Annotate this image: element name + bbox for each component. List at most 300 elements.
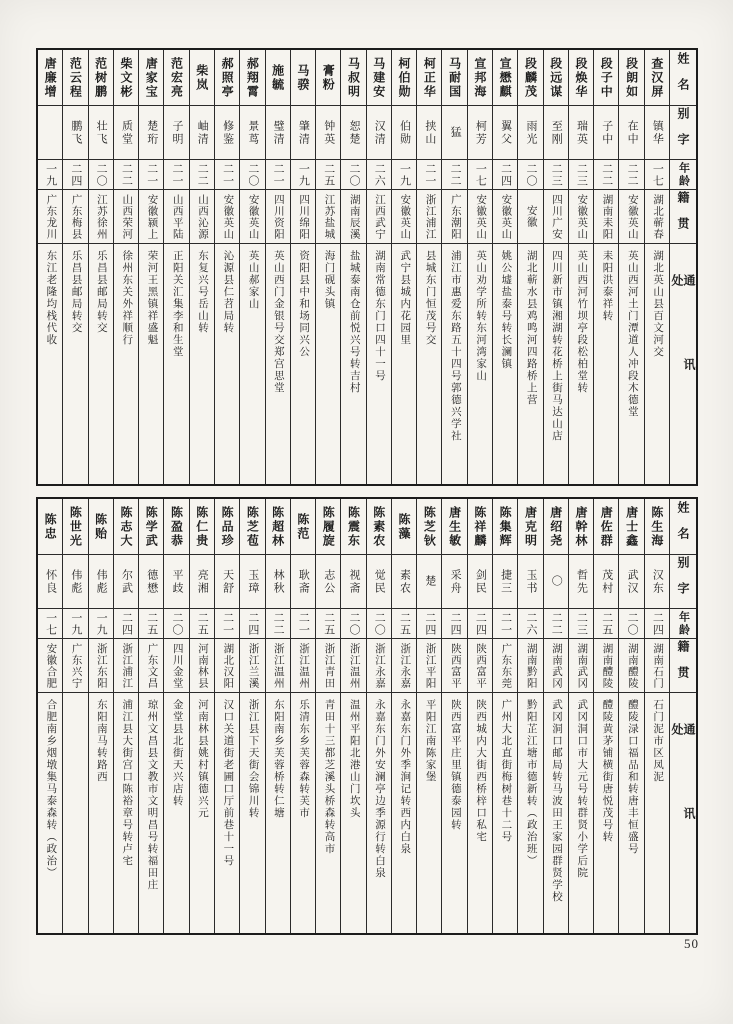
name-cell: 段远谋	[544, 50, 568, 106]
native-place-cell: 江苏盐城	[316, 190, 340, 244]
entry-column	[265, 499, 290, 933]
courtesy-name-cell: 恕楚	[341, 106, 365, 160]
address-cell: 东江老隆均栈代收	[45, 250, 57, 346]
entry-column	[517, 50, 542, 484]
courtesy-name-cell: 玉璋	[240, 555, 264, 609]
address-cell: 英山西河土门潭道人冲段木德堂	[626, 250, 638, 418]
address-cell: 温州平阳北港山门坎头	[348, 699, 360, 819]
entry-column	[543, 499, 568, 933]
entry-column	[38, 50, 62, 484]
address-cell: 县城东门恒茂号交	[424, 250, 436, 346]
name-cell: 陈履旋	[316, 499, 340, 555]
entry-column	[492, 50, 517, 484]
courtesy-name-cell: 修鉴	[215, 106, 239, 160]
age-cell: 一九	[291, 160, 315, 190]
courtesy-name-cell: 镇华	[645, 106, 669, 160]
name-cell: 柯伯勋	[392, 50, 416, 106]
courtesy-name-cell: 汉清	[367, 106, 391, 160]
address-cell: 乐昌县邮局转交	[95, 250, 107, 334]
name-cell: 查汉屏	[645, 50, 669, 106]
age-cell: 二四	[493, 160, 517, 190]
entry-column	[467, 50, 492, 484]
entry-column	[644, 50, 669, 484]
age-cell: 二五	[594, 609, 618, 639]
address-cell: 浙江县下天街会锦川转	[247, 699, 259, 819]
entry-column	[644, 499, 669, 933]
age-cell: 二四	[468, 609, 492, 639]
name-cell: 马耐国	[442, 50, 466, 106]
name-cell: 唐幹林	[569, 499, 593, 555]
courtesy-name-cell: 楚	[417, 555, 441, 609]
entry-column	[214, 50, 239, 484]
entry-column	[88, 50, 113, 484]
name-cell: 郝翔霄	[240, 50, 264, 106]
age-cell: 一七	[468, 160, 492, 190]
age-cell: 二四	[114, 609, 138, 639]
name-cell: 马骙	[291, 50, 315, 106]
native-place-cell: 安徽英山	[569, 190, 593, 244]
courtesy-name-cell: 子中	[594, 106, 618, 160]
courtesy-name-cell: 汉东	[645, 555, 669, 609]
address-cell: 东阳南乡芙蓉桥转仁塘	[272, 699, 284, 819]
directory-table-top	[36, 48, 698, 486]
age-cell: 二〇	[619, 609, 643, 639]
native-place-cell: 广东龙川	[38, 190, 62, 244]
courtesy-name-cell: 至刚	[544, 106, 568, 160]
age-cell: 二四	[63, 160, 87, 190]
native-place-cell: 四川资阳	[266, 190, 290, 244]
name-cell: 唐克明	[518, 499, 542, 555]
native-place-cell: 湖南耒阳	[594, 190, 618, 244]
native-place-cell: 湖北蕲春	[645, 190, 669, 244]
address-cell: 永嘉东门外安澜亭边季源行转白泉	[374, 699, 386, 879]
age-cell: 一九	[392, 160, 416, 190]
courtesy-name-cell: 志公	[316, 555, 340, 609]
name-cell: 唐廉增	[38, 50, 62, 106]
courtesy-name-cell: 鹏飞	[63, 106, 87, 160]
native-place-cell: 湖南醴陵	[619, 639, 643, 693]
age-cell: 二〇	[164, 609, 188, 639]
courtesy-name-cell: 觉民	[367, 555, 391, 609]
address-cell: 乐昌县邮局转交	[70, 250, 82, 334]
name-cell: 柴文彬	[114, 50, 138, 106]
courtesy-name-cell: 挟山	[417, 106, 441, 160]
name-cell: 郝照亭	[215, 50, 239, 106]
age-cell: 二〇	[89, 160, 113, 190]
address-cell: 金堂县北街天兴店转	[171, 699, 183, 807]
age-cell: 二一	[215, 160, 239, 190]
name-cell: 陈素农	[367, 499, 391, 555]
name-cell: 陈芝钬	[417, 499, 441, 555]
age-cell: 一九	[38, 160, 62, 190]
age-cell: 二〇	[341, 160, 365, 190]
address-cell: 姚公墟盐泰号转长澜镇	[500, 250, 512, 370]
entry-column	[441, 50, 466, 484]
address-cell: 资阳县中和场同兴公	[298, 250, 310, 358]
header-courtesy-name-label: 别字	[670, 555, 696, 609]
header-column	[669, 499, 696, 933]
native-place-cell: 湖北汉阳	[215, 639, 239, 693]
age-cell: 二四	[442, 609, 466, 639]
entry-column	[163, 499, 188, 933]
age-cell: 二三	[569, 609, 593, 639]
name-cell: 陈藻	[392, 499, 416, 555]
name-cell: 马建安	[367, 50, 391, 106]
age-cell: 二一	[291, 609, 315, 639]
courtesy-name-cell: 肇清	[291, 106, 315, 160]
entry-column	[62, 50, 87, 484]
header-native-place-label: 籍贯	[670, 639, 696, 693]
native-place-cell: 安徽英山	[240, 190, 264, 244]
age-cell: 二〇	[341, 609, 365, 639]
address-cell: 永嘉东门外季涧记转西内白泉	[399, 699, 411, 855]
entry-column	[391, 50, 416, 484]
native-place-cell: 湖南石门	[645, 639, 669, 693]
address-cell: 陕西城内大街西桥梓口私宅	[475, 699, 487, 843]
age-cell: 二四	[240, 609, 264, 639]
name-cell: 段朗如	[619, 50, 643, 106]
courtesy-name-cell: 林秋	[266, 555, 290, 609]
native-place-cell: 安徽英山	[215, 190, 239, 244]
entry-column	[543, 50, 568, 484]
age-cell: 二〇	[240, 160, 264, 190]
courtesy-name-cell: 哲先	[569, 555, 593, 609]
entry-column	[492, 499, 517, 933]
name-cell: 唐家宝	[139, 50, 163, 106]
age-cell: 二五	[316, 160, 340, 190]
courtesy-name-cell: 楚珩	[139, 106, 163, 160]
name-cell: 陈盈恭	[164, 499, 188, 555]
address-cell: 四川新市镇湘湖转花桥上街马达山店	[550, 250, 562, 442]
address-cell: 英山西河竹坝亭段松柏堂转	[576, 250, 588, 394]
age-cell: 二五	[190, 609, 214, 639]
native-place-cell: 湖南武冈	[569, 639, 593, 693]
native-place-cell: 山西荣河	[114, 190, 138, 244]
entry-column	[340, 499, 365, 933]
courtesy-name-cell: 茂村	[594, 555, 618, 609]
name-cell: 施毓	[266, 50, 290, 106]
entry-column	[366, 499, 391, 933]
age-cell: 一七	[38, 609, 62, 639]
native-place-cell: 浙江温州	[291, 639, 315, 693]
name-cell: 陈范	[291, 499, 315, 555]
name-cell: 范树鹏	[89, 50, 113, 106]
address-cell: 湖北英山县百文河交	[652, 250, 664, 358]
native-place-cell: 浙江青田	[316, 639, 340, 693]
age-cell: 二五	[316, 609, 340, 639]
native-place-cell: 四川金堂	[164, 639, 188, 693]
entry-column	[315, 50, 340, 484]
address-cell: 正阳关汇集李和生堂	[171, 250, 183, 358]
entry-column	[239, 50, 264, 484]
courtesy-name-cell: 素农	[392, 555, 416, 609]
entry-column	[38, 499, 62, 933]
address-cell: 湖南常德东门口四十一号	[374, 250, 386, 382]
age-cell: 二一	[215, 609, 239, 639]
name-cell: 段焕华	[569, 50, 593, 106]
header-column	[669, 50, 696, 484]
entry-column	[113, 499, 138, 933]
entry-column	[568, 499, 593, 933]
courtesy-name-cell: 伟彪	[89, 555, 113, 609]
name-cell: 柴岚	[190, 50, 214, 106]
age-cell: 二一	[417, 160, 441, 190]
name-cell: 陈学武	[139, 499, 163, 555]
entry-column	[340, 50, 365, 484]
native-place-cell: 浙江兰溪	[240, 639, 264, 693]
age-cell: 二三	[569, 160, 593, 190]
age-cell: 二二	[594, 160, 618, 190]
native-place-cell: 安徽英山	[392, 190, 416, 244]
courtesy-name-cell: 景茑	[240, 106, 264, 160]
courtesy-name-cell: 瑞英	[569, 106, 593, 160]
address-cell: 武宁县城内花园里	[399, 250, 411, 346]
name-cell: 陈芝苞	[240, 499, 264, 555]
age-cell: 二四	[645, 609, 669, 639]
age-cell: 二六	[518, 609, 542, 639]
native-place-cell: 湖南武冈	[544, 639, 568, 693]
entry-column	[618, 499, 643, 933]
courtesy-name-cell: 壮飞	[89, 106, 113, 160]
address-cell: 徐州东关外祥顺行	[121, 250, 133, 346]
address-cell: 汉口关道街老圃口厅前巷十一号	[222, 699, 234, 867]
address-cell: 浦江县大街宫口陈裕章号转卢宅	[121, 699, 133, 867]
native-place-cell: 广东梅县	[63, 190, 87, 244]
native-place-cell: 四川广安	[544, 190, 568, 244]
courtesy-name-cell: 钟英	[316, 106, 340, 160]
native-place-cell: 安徽英山	[468, 190, 492, 244]
native-place-cell: 河南林县	[190, 639, 214, 693]
age-cell: 二二	[544, 609, 568, 639]
header-address-label: 通讯处	[670, 274, 696, 442]
name-cell: 陈超林	[266, 499, 290, 555]
native-place-cell: 湖南醴陵	[594, 639, 618, 693]
courtesy-name-cell: 翼父	[493, 106, 517, 160]
name-cell: 段子中	[594, 50, 618, 106]
age-cell: 一七	[645, 160, 669, 190]
age-cell: 二五	[392, 609, 416, 639]
courtesy-name-cell: 尔武	[114, 555, 138, 609]
entry-column	[391, 499, 416, 933]
name-cell: 陈生海	[645, 499, 669, 555]
address-cell: 青田十三都芝溪头桥森转高市	[323, 699, 335, 855]
address-cell: 湖北蕲水县鸡鸣河四路桥上营	[525, 250, 537, 406]
address-cell: 武冈洞口邮局转马波田王家园群贤学校	[550, 699, 562, 903]
address-cell: 英山劝学所转东河湾家山	[475, 250, 487, 382]
name-cell: 陈品珍	[215, 499, 239, 555]
header-age-label: 年龄	[670, 160, 696, 190]
courtesy-name-cell: 采舟	[442, 555, 466, 609]
native-place-cell: 浙江永嘉	[392, 639, 416, 693]
native-place-cell: 广东东莞	[493, 639, 517, 693]
native-place-cell: 江西武宁	[367, 190, 391, 244]
native-place-cell: 安徽	[518, 190, 542, 244]
courtesy-name-cell: 璧清	[266, 106, 290, 160]
entry-column	[568, 50, 593, 484]
entry-column	[113, 50, 138, 484]
entry-column	[290, 499, 315, 933]
address-cell: 黔阳芷江塘市德新转（政治班）	[525, 699, 537, 867]
entry-column	[88, 499, 113, 933]
native-place-cell: 广东兴宁	[63, 639, 87, 693]
name-cell: 马叔明	[341, 50, 365, 106]
courtesy-name-cell: 天舒	[215, 555, 239, 609]
native-place-cell: 湖南黔阳	[518, 639, 542, 693]
name-cell: 陈祥麟	[468, 499, 492, 555]
entry-column	[189, 499, 214, 933]
courtesy-name-cell: 武汉	[619, 555, 643, 609]
header-address-label: 通讯处	[670, 723, 696, 891]
entry-column	[239, 499, 264, 933]
age-cell: 二〇	[518, 160, 542, 190]
entry-column	[189, 50, 214, 484]
header-name-label: 姓名	[670, 50, 696, 106]
age-cell: 二二	[266, 609, 290, 639]
native-place-cell: 江苏徐州	[89, 190, 113, 244]
entry-column	[138, 499, 163, 933]
address-cell: 醴陵渌口福品和转唐丰恒盛号	[626, 699, 638, 855]
age-cell: 二二	[114, 160, 138, 190]
header-name-label: 姓名	[670, 499, 696, 555]
native-place-cell: 陕西富平	[442, 639, 466, 693]
age-cell: 二一	[266, 160, 290, 190]
address-cell: 盐城泰南仓前悦兴号转吉村	[348, 250, 360, 394]
courtesy-name-cell: 猛	[442, 106, 466, 160]
courtesy-name-cell	[38, 106, 62, 160]
entry-column	[138, 50, 163, 484]
address-cell: 沁源县仁苕局转	[222, 250, 234, 334]
native-place-cell: 山西平陆	[164, 190, 188, 244]
native-place-cell: 湖南辰溪	[341, 190, 365, 244]
native-place-cell: 浙江永嘉	[367, 639, 391, 693]
entry-column	[416, 499, 441, 933]
address-cell: 广州大北直街梅树巷十二号	[500, 699, 512, 843]
address-cell: 海门砚头镇	[323, 250, 335, 310]
courtesy-name-cell: 亮湘	[190, 555, 214, 609]
name-cell: 唐士鑫	[619, 499, 643, 555]
native-place-cell: 浙江浦江	[417, 190, 441, 244]
entry-column	[265, 50, 290, 484]
address-cell: 平阳江南陈家堡	[424, 699, 436, 783]
entry-column	[290, 50, 315, 484]
directory-table-bottom	[36, 497, 698, 935]
address-cell: 石门泥市区凤泥	[652, 699, 664, 783]
courtesy-name-cell: 柯芳	[468, 106, 492, 160]
native-place-cell: 浙江温州	[266, 639, 290, 693]
entry-column	[593, 50, 618, 484]
name-cell: 陈集辉	[493, 499, 517, 555]
age-cell: 一九	[89, 609, 113, 639]
native-place-cell: 四川绵阳	[291, 190, 315, 244]
native-place-cell: 广东文昌	[139, 639, 163, 693]
address-cell: 浦江市惠爱东路五十四号郭德兴学社	[449, 250, 461, 442]
courtesy-name-cell: 怀良	[38, 555, 62, 609]
courtesy-name-cell: 视斋	[341, 555, 365, 609]
age-cell: 一九	[63, 609, 87, 639]
address-cell: 醴陵黄茅铺横街唐悦茂号转	[601, 699, 613, 843]
age-cell: 二五	[139, 609, 163, 639]
name-cell: 陈仁贵	[190, 499, 214, 555]
courtesy-name-cell: 雨光	[518, 106, 542, 160]
entry-column	[366, 50, 391, 484]
address-cell: 英山郝家山	[247, 250, 259, 310]
header-age-label: 年龄	[670, 609, 696, 639]
name-cell: 范宏亮	[164, 50, 188, 106]
entry-column	[163, 50, 188, 484]
native-place-cell: 山西沁源	[190, 190, 214, 244]
native-place-cell: 浙江平阳	[417, 639, 441, 693]
courtesy-name-cell: 玉书	[518, 555, 542, 609]
entry-column	[315, 499, 340, 933]
name-cell: 陈志大	[114, 499, 138, 555]
age-cell: 二二	[190, 160, 214, 190]
courtesy-name-cell: 伯勋	[392, 106, 416, 160]
address-cell: 英山西门金银号交郑宫思堂	[272, 250, 284, 394]
native-place-cell: 安徽英山	[619, 190, 643, 244]
name-cell: 膏粉	[316, 50, 340, 106]
address-cell: 河南林县姚村镇德兴元	[197, 699, 209, 819]
address-cell: 东复兴号岳山转	[197, 250, 209, 334]
address-cell: 合肥南乡烟墩集马泰森转（政治）	[45, 699, 57, 879]
native-place-cell: 浙江东阳	[89, 639, 113, 693]
name-cell: 唐生敏	[442, 499, 466, 555]
age-cell: 二三	[544, 160, 568, 190]
name-cell: 宣懋麒	[493, 50, 517, 106]
courtesy-name-cell: 伟彪	[63, 555, 87, 609]
age-cell: 二〇	[367, 609, 391, 639]
name-cell: 陈世光	[63, 499, 87, 555]
name-cell: 范云程	[63, 50, 87, 106]
age-cell: 二一	[139, 160, 163, 190]
page-number: 50	[684, 936, 699, 951]
address-cell: 陕西富平庄里镇德泰园转	[449, 699, 461, 831]
name-cell: 宣邦海	[468, 50, 492, 106]
address-cell: 荣河王黑镇祥盛魁	[146, 250, 158, 346]
address-cell: 武冈洞口市大元号转群贤小学后院	[576, 699, 588, 879]
courtesy-name-cell: 耿斋	[291, 555, 315, 609]
native-place-cell: 安徽英山	[493, 190, 517, 244]
age-cell: 二二	[619, 160, 643, 190]
address-cell: 耒阳洪泰祥转	[601, 250, 613, 322]
native-place-cell: 安徽合肥	[38, 639, 62, 693]
native-place-cell: 陕西富平	[468, 639, 492, 693]
native-place-cell: 浙江温州	[341, 639, 365, 693]
name-cell: 陈贻	[89, 499, 113, 555]
courtesy-name-cell: 质堂	[114, 106, 138, 160]
name-cell: 陈震东	[341, 499, 365, 555]
entry-column	[441, 499, 466, 933]
name-cell: 陈忠	[38, 499, 62, 555]
address-cell: 乐清东乡芙蓉森转芙市	[298, 699, 310, 819]
age-cell: 二六	[367, 160, 391, 190]
native-place-cell: 浙江浦江	[114, 639, 138, 693]
entry-column	[593, 499, 618, 933]
header-courtesy-name-label: 别字	[670, 106, 696, 160]
courtesy-name-cell: 岫清	[190, 106, 214, 160]
address-cell	[63, 693, 87, 933]
header-native-place-label: 籍贯	[670, 190, 696, 244]
age-cell: 二二	[442, 160, 466, 190]
courtesy-name-cell: 〇	[544, 555, 568, 609]
courtesy-name-cell: 剑民	[468, 555, 492, 609]
courtesy-name-cell: 德懋	[139, 555, 163, 609]
courtesy-name-cell: 子明	[164, 106, 188, 160]
entry-column	[618, 50, 643, 484]
name-cell: 段麟茂	[518, 50, 542, 106]
name-cell: 柯正华	[417, 50, 441, 106]
entry-column	[416, 50, 441, 484]
native-place-cell: 广东潮阳	[442, 190, 466, 244]
